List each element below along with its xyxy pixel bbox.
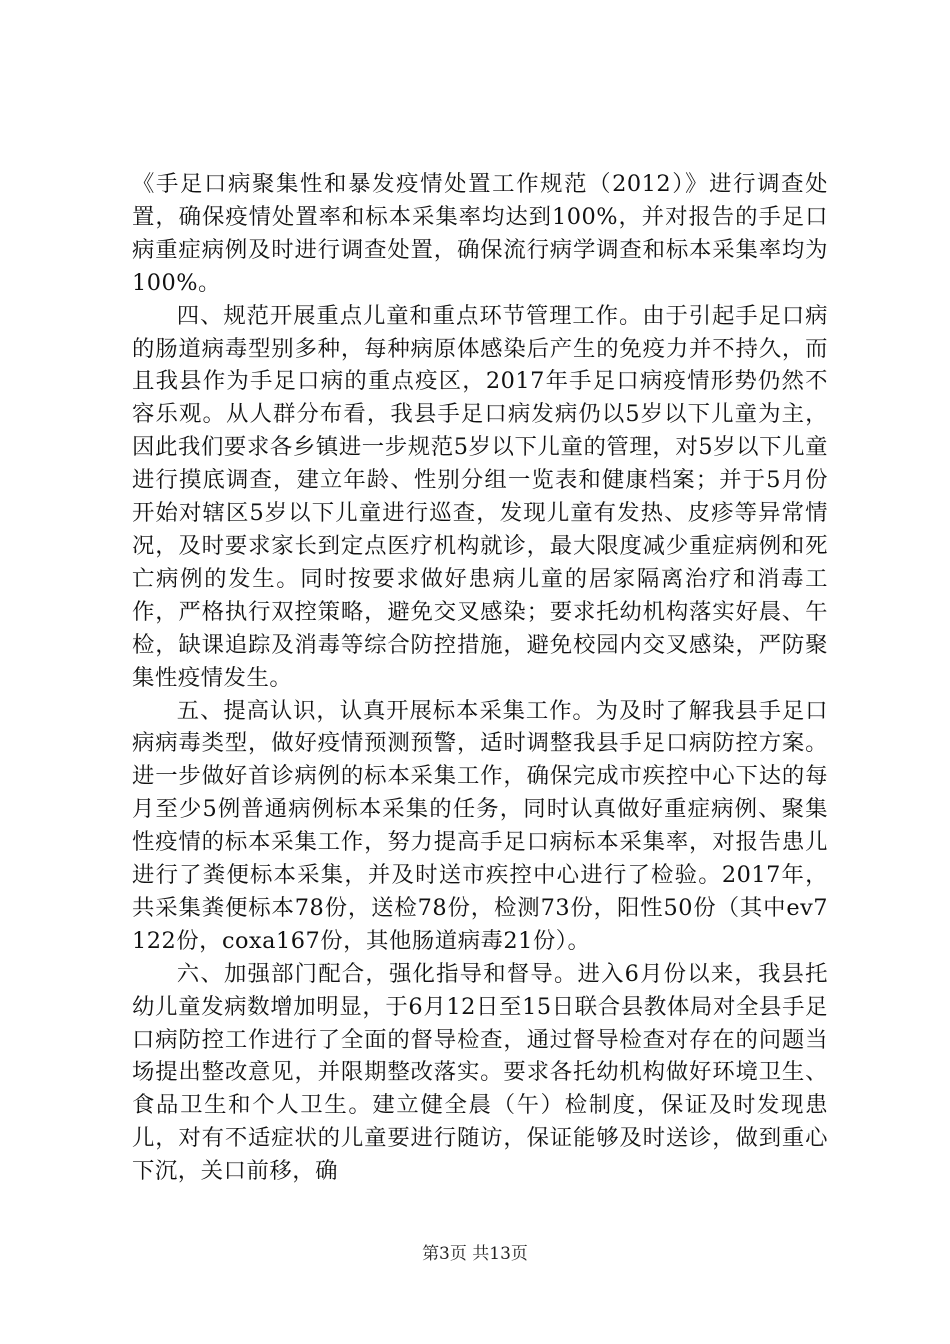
paragraph-section-six: 六、加强部门配合，强化指导和督导。进入6月份以来，我县托幼儿童发病数增加明显，于6月12日至15日联合县教体局对全县手足口病防控工作进行了全面的督导检查，通过督导检查对存在的问题当场提出整改意见，并限期整改落实。要求各托幼机构做好环境卫生、食品卫生和个人卫生。建立健全晨（午）检制度，保证及时发现患儿，对有不适症状的儿童要进行随访，保证能够及时送诊，做到重心下沉，关口前移，确: [132, 960, 828, 1185]
paragraph-section-five: 五、提高认识，认真开展标本采集工作。为及时了解我县手足口病病毒类型，做好疫情预测预警，适时调整我县手足口病防控方案。进一步做好首诊病例的标本采集工作，确保完成市疾控中心下达的每月至少5例普通病例标本采集的任务，同时认真做好重症病例、聚集性疫情的标本采集工作，努力提高手足口病标本采集率，对报告患儿进行了粪便标本采集，并及时送市疾控中心进行了检验。2017年，共采集粪便标本78份，送检78份，检测73份，阳性50份（其中ev7122份，coxa167份，其他肠道病毒21份）。: [132, 697, 828, 954]
paragraph-section-four: 四、规范开展重点儿童和重点环节管理工作。由于引起手足口病的肠道病毒型别多种，每种病原体感染后产生的免疫力并不持久，而且我县作为手足口病的重点疫区，2017年手足口病疫情形势仍然不容乐观。从人群分布看，我县手足口病发病仍以5岁以下儿童为主，因此我们要求各乡镇进一步规范5岁以下儿童的管理，对5岁以下儿童进行摸底调查，建立年龄、性别分组一览表和健康档案；并于5月份开始对辖区5岁以下儿童进行巡查，发现儿童有发热、皮疹等异常情况，及时要求家长到定点医疗机构就诊，最大限度减少重症病例和死亡病例的发生。同时按要求做好患病儿童的居家隔离治疗和消毒工作，严格执行双控策略，避免交叉感染；要求托幼机构落实好晨、午检，缺课追踪及消毒等综合防控措施，避免校园内交叉感染，严防聚集性疫情发生。: [132, 302, 828, 691]
paragraph-continuation: 《手足口病聚集性和暴发疫情处置工作规范（2012）》进行调查处置，确保疫情处置率和标本采集率均达到100%，并对报告的手足口病重症病例及时进行调查处置，确保流行病学调查和标本采集率均为100%。: [132, 171, 828, 296]
page-number-footer: 第3页 共13页: [422, 1244, 528, 1264]
document-body: [132, 168, 828, 1188]
